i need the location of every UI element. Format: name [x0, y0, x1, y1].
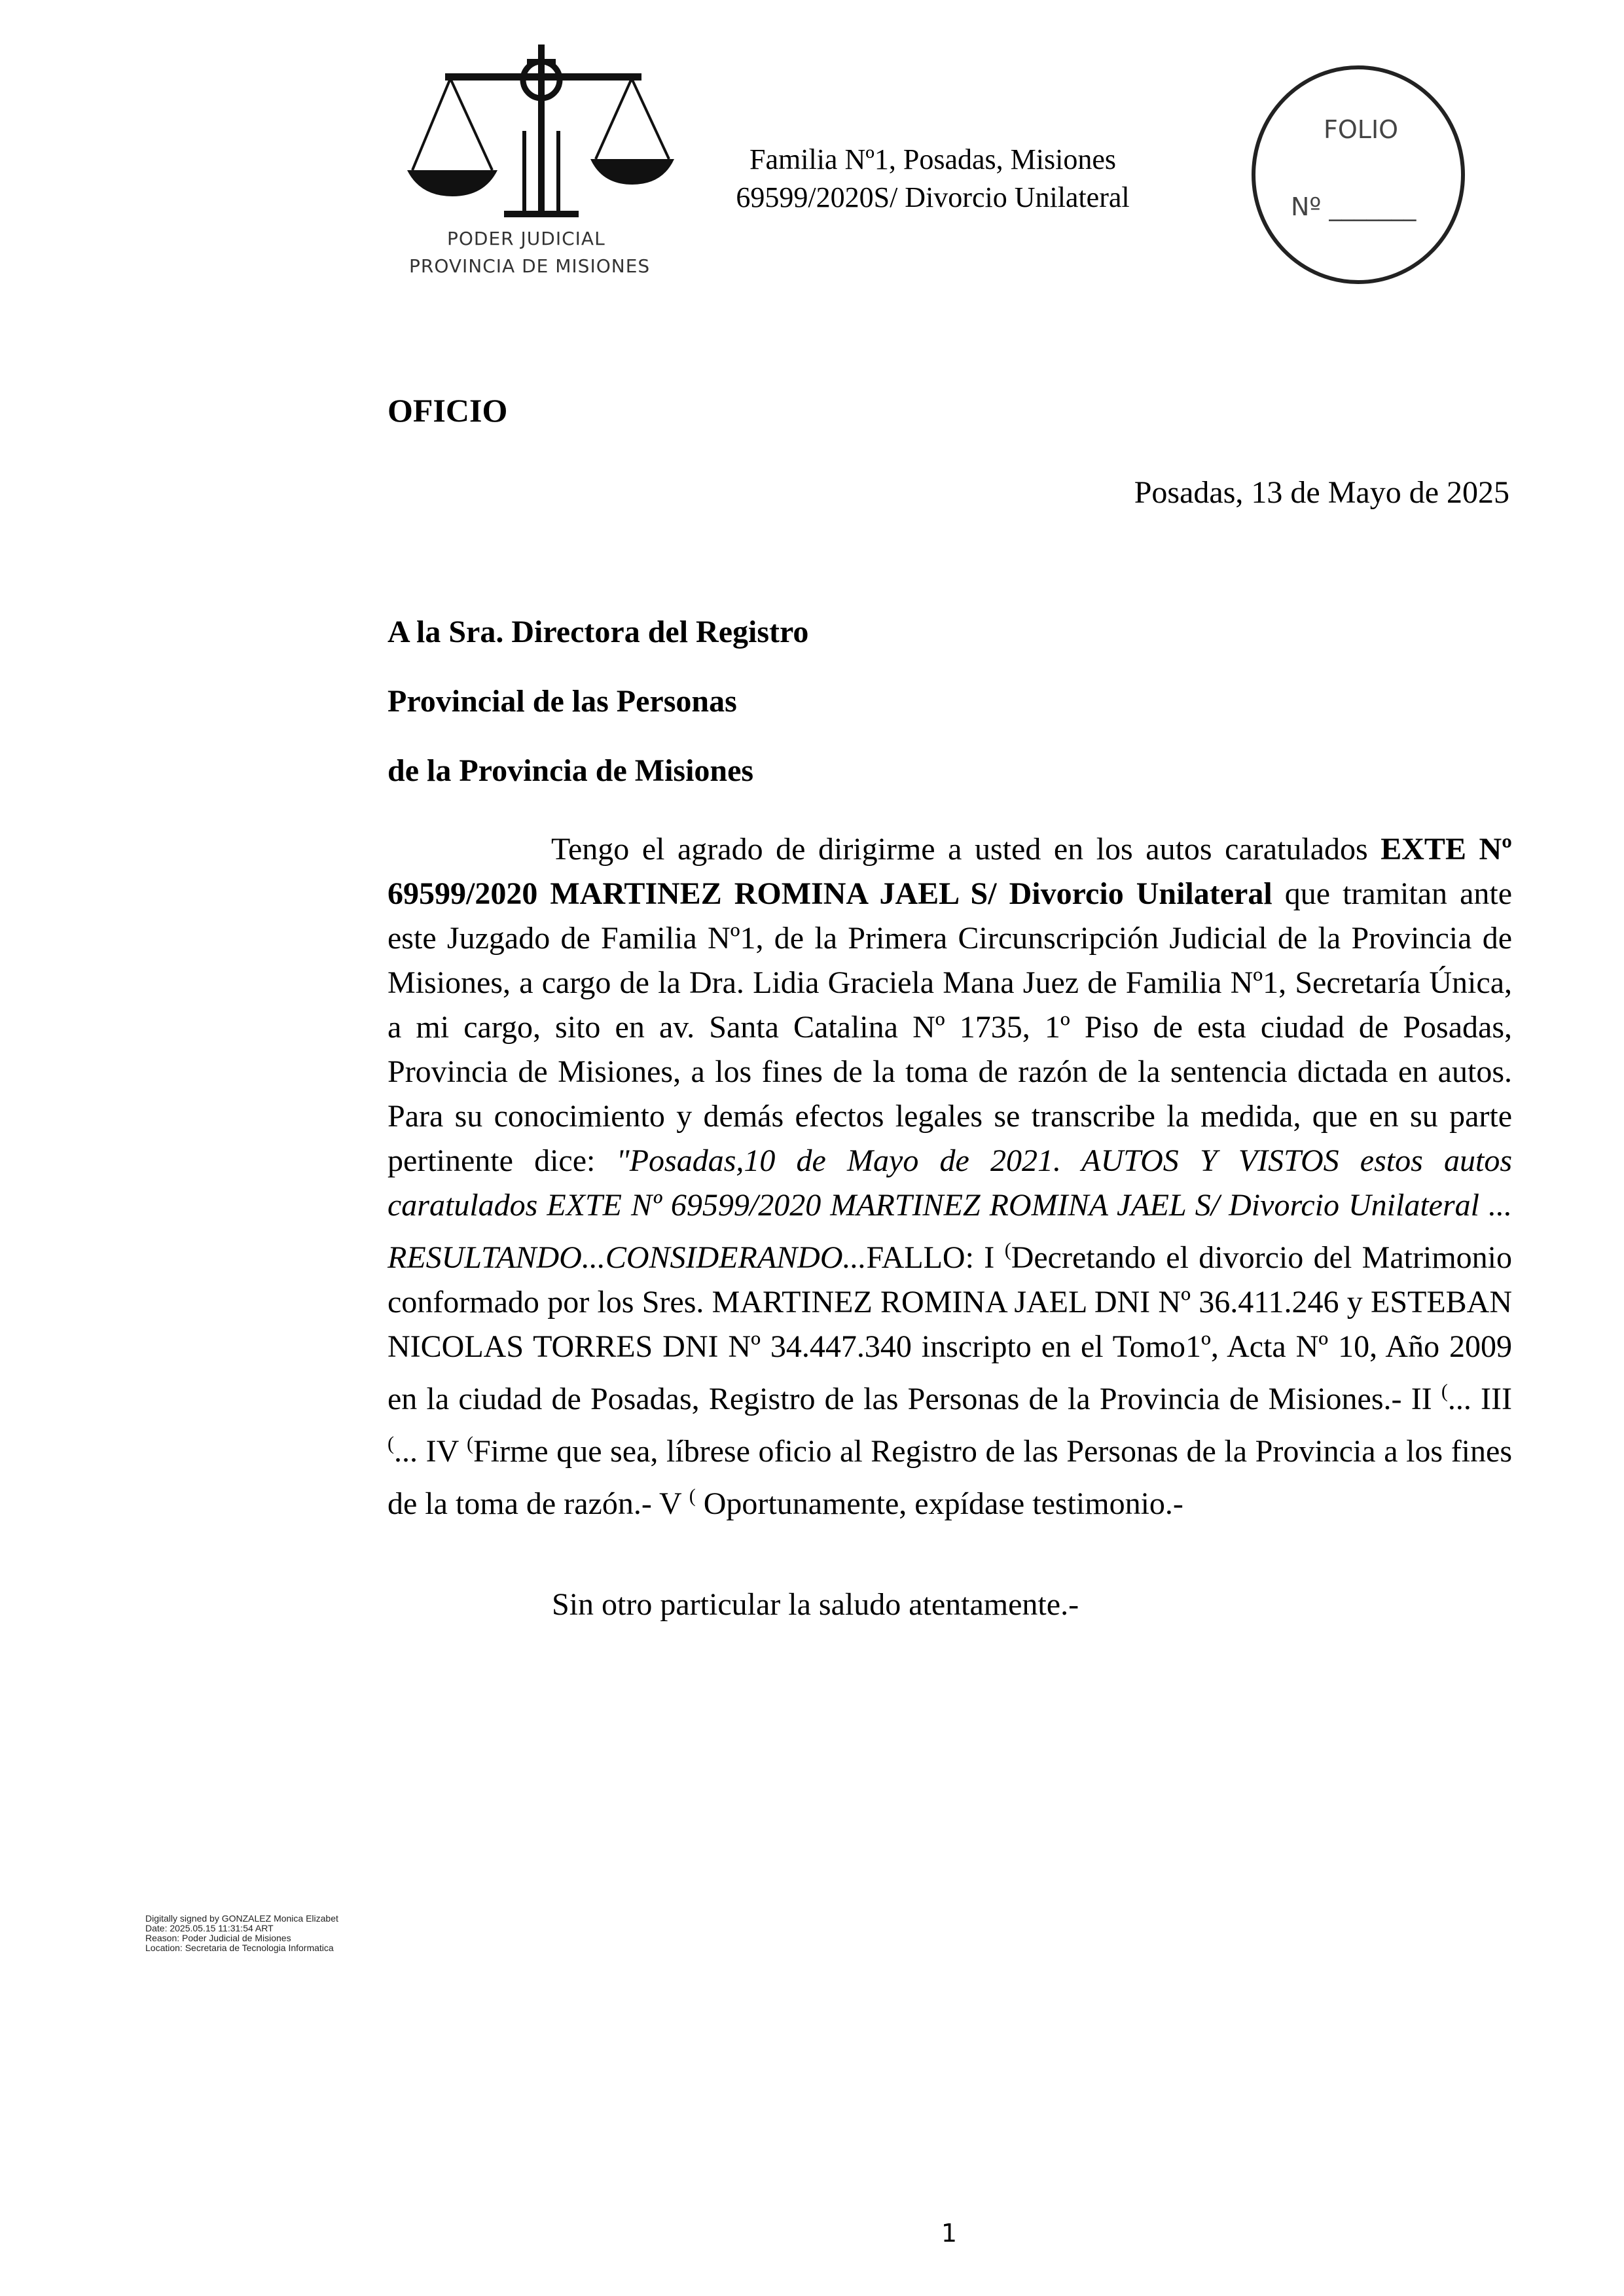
addressee-line: de la Provincia de Misiones	[388, 753, 754, 788]
footnote-marker: (	[466, 1433, 473, 1454]
body-text: que tramitan ante este Juzgado de Familia Nº1, de la Primera Circunscripción Judicial de la Provincia de Misiones, a cargo de la Dra. Lidia Graciela Mana Juez de Familia Nº1, Secretaría Única, a mi cargo, sito en av. Santa Catalina Nº 1735, 1º Piso de esta ciudad de Posadas, Provincia de Misiones, a los fines de la toma de razón de la sentencia dictada en autos. Para su conocimiento y demás efectos legales se transcribe la medida, que en su parte pertinente dice:	[388, 876, 1513, 1178]
folio-number-field: Nº _______	[1291, 192, 1416, 221]
addressee-line: A la Sra. Directora del Registro	[388, 615, 809, 649]
footnote-marker: (	[388, 1433, 394, 1454]
body-text: Oportunamente, expídase testimonio.-	[695, 1486, 1183, 1521]
signature-reason: Reason: Poder Judicial de Misiones	[145, 1933, 291, 1943]
signature-location: Location: Secretaria de Tecnologia Informatica	[145, 1943, 334, 1953]
body-paragraph	[388, 827, 1512, 1526]
body-text: Firme que sea, líbrese oficio al Registro de las Personas de la Provincia a los fines de la toma de razón.- V	[388, 1434, 1512, 1521]
folio-label: FOLIO	[1324, 115, 1399, 144]
footnote-marker: (	[689, 1485, 696, 1507]
footnote-marker: (	[1441, 1380, 1448, 1402]
folio-stamp	[1247, 62, 1470, 288]
digital-signature	[145, 1914, 420, 1953]
page-number: 1	[941, 2219, 958, 2248]
signature-date: Date: 2025.05.15 11:31:54 ART	[145, 1923, 274, 1933]
case-header: 69599/2020S/ Divorcio Unilateral	[736, 181, 1130, 213]
body-text: ... III	[1447, 1382, 1513, 1416]
body-text: Decretando el divorcio del Matrimonio conformado por los Sres. MARTINEZ ROMINA JAEL DNI Nº 36.411.246 y ESTEBAN NICOLAS TORRES DNI Nº 34.447.340 inscripto en el Tomo1º, Acta Nº 10, Año 2009 en la ciudad de Posadas, Registro de las Personas de la Provincia de Misiones.- II	[388, 1240, 1512, 1416]
signature-signer: Digitally signed by GONZALEZ Monica Elizabet	[145, 1913, 338, 1924]
document-title: OFICIO	[388, 392, 508, 429]
institution-name: PODER JUDICIAL	[447, 228, 605, 249]
body-text: FALLO: I	[866, 1240, 1005, 1275]
court-header: Familia Nº1, Posadas, Misiones	[749, 143, 1116, 175]
closing-line: Sin otro particular la saludo atentamente.-	[552, 1587, 1079, 1622]
scales-of-justice-icon	[406, 39, 681, 288]
body-text: Tengo el agrado de dirigirme a usted en los autos caratulados	[551, 832, 1381, 867]
footnote-marker: (	[1004, 1239, 1011, 1261]
body-text: ... IV	[394, 1434, 467, 1469]
addressee-line: Provincial de las Personas	[388, 684, 737, 719]
document-date: Posadas, 13 de Mayo de 2025	[1134, 475, 1509, 510]
quoted-ruling: "Posadas,10 de Mayo de 2021. AUTOS Y VISTOS estos autos caratulados EXTE Nº 69599/2020 MARTINEZ ROMINA JAEL S/ Divorcio Unilateral ... RESULTANDO...CONSIDERANDO...	[388, 1143, 1512, 1275]
case-caption: EXTE Nº 69599/2020 MARTINEZ ROMINA JAEL S/ Divorcio Unilateral	[388, 832, 1513, 911]
institution-province: PROVINCIA DE MISIONES	[409, 255, 651, 277]
